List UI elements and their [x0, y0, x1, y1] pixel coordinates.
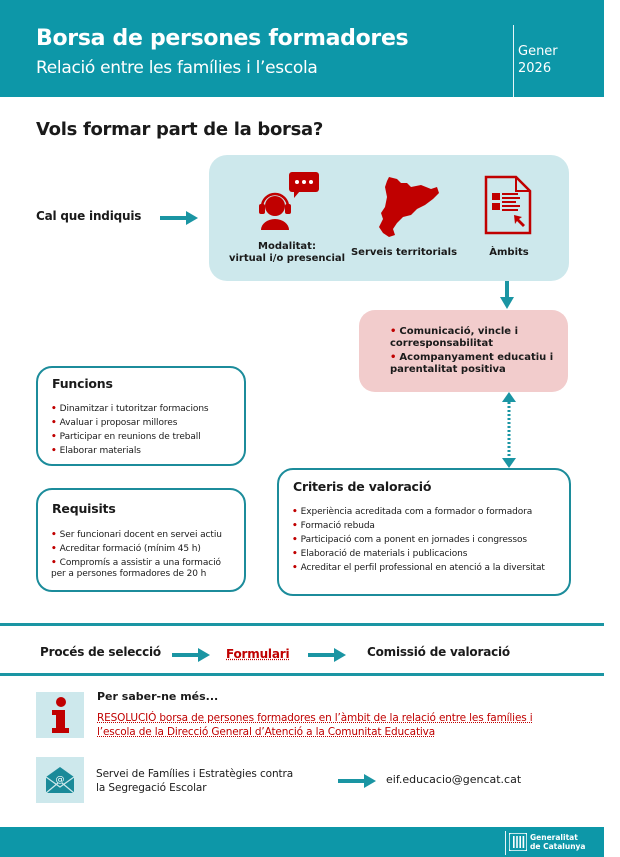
email-icon [36, 757, 84, 803]
resolution-link[interactable]: RESOLUCIÓ borsa de persones formadores en l’àmbit de la relació entre les famílies i l’escola de la Direcció General d’Atenció a la Comunitat Educativa [97, 712, 533, 738]
modalitat-sublabel: virtual i/o presencial [228, 253, 346, 264]
divider-top [0, 623, 604, 626]
process-step-commission: Comissió de valoració [367, 645, 510, 659]
bullet-icon: • [51, 530, 57, 540]
funcio-item [51, 432, 236, 443]
requisit-text: Compromís a assistir a una formació per a persones formadores de 20 h [51, 558, 221, 579]
headset-chat-icon [255, 170, 321, 236]
contact-email[interactable]: eif.educacio@gencat.cat [386, 773, 522, 786]
form-link[interactable]: Formulari [226, 647, 290, 661]
bullet-icon: • [51, 404, 57, 414]
bullet-icon: • [292, 507, 298, 517]
bullet-icon: • [390, 352, 397, 363]
page-title: Borsa de persones formadores [36, 26, 409, 51]
section-question: Vols formar part de la borsa? [36, 119, 324, 140]
arrow-down-icon [500, 281, 514, 309]
criteri-text: Elaboració de materials i publicacions [300, 549, 468, 559]
bullet-icon: • [51, 558, 57, 568]
criteri-item [292, 563, 561, 574]
document-pointer-icon [484, 175, 532, 239]
logo-line2: de Catalunya [530, 842, 586, 851]
requisit-item [51, 530, 236, 541]
criteri-text: Participació com a ponent en jornades i congressos [300, 535, 527, 545]
requisit-item [51, 558, 236, 580]
funcio-text: Avaluar i proposar millores [59, 418, 178, 428]
generalitat-logo-text [530, 833, 585, 851]
arrow-right-icon [338, 774, 376, 788]
service-name [96, 767, 293, 795]
service-name-line2: la Segregació Escolar [96, 782, 207, 794]
divider-bottom [0, 673, 604, 676]
requisit-item [51, 544, 236, 555]
modalitat-label: Modalitat: [258, 241, 316, 252]
ambit-text: Comunicació, vincle i corresponsabilitat [390, 326, 518, 349]
requisit-text: Acreditar formació (mínim 45 h) [59, 544, 201, 554]
bullet-icon: • [51, 418, 57, 428]
header-banner [0, 0, 604, 97]
footer-divider [505, 831, 506, 855]
info-icon [36, 692, 84, 738]
catalonia-map-icon [377, 173, 441, 243]
funcio-text: Elaborar materials [59, 446, 141, 456]
criteri-item [292, 535, 561, 546]
funcio-text: Participar en reunions de treball [59, 432, 201, 442]
indicate-item-modalitat [217, 241, 357, 265]
process-step-selection: Procés de selecció [40, 645, 161, 659]
publication-date [518, 43, 558, 77]
ambit-text: Acompanyament educatiu i parentalitat positiva [390, 352, 554, 375]
funcions-card [36, 366, 246, 466]
arrow-right-icon [160, 211, 198, 225]
criteri-item [292, 521, 561, 532]
criteri-text: Acreditar el perfil professional en atenció a la diversitat [300, 563, 545, 573]
ambit-item [390, 352, 565, 376]
bullet-icon: • [292, 563, 298, 573]
requisits-card [36, 488, 246, 592]
ambits-panel [359, 310, 568, 392]
footer-banner [0, 827, 604, 857]
criteris-title: Criteris de valoració [293, 479, 432, 494]
date-year: 2026 [518, 61, 552, 76]
requisits-title: Requisits [52, 501, 116, 516]
bullet-icon: • [292, 549, 298, 559]
bullet-icon: • [51, 544, 57, 554]
bullet-icon: • [292, 535, 298, 545]
arrow-right-icon [308, 648, 346, 662]
criteri-item [292, 549, 561, 560]
generalitat-logo-icon [509, 833, 527, 855]
indicate-item-ambits [469, 247, 549, 259]
dotted-double-arrow-icon [502, 392, 516, 468]
page-subtitle: Relació entre les famílies i l’escola [36, 58, 318, 78]
serveis-label: Serveis territorials [350, 247, 458, 258]
indicate-item-serveis [349, 247, 459, 259]
bullet-icon: • [51, 446, 57, 456]
funcio-item [51, 446, 236, 457]
bullet-icon: • [292, 521, 298, 531]
funcions-title: Funcions [52, 376, 113, 391]
requisit-text: Ser funcionari docent en servei actiu [59, 530, 222, 540]
funcio-item [51, 418, 236, 429]
service-name-line1: Servei de Famílies i Estratègies contra [96, 768, 294, 780]
ambits-label: Àmbits [489, 247, 529, 258]
bullet-icon: • [390, 326, 397, 337]
arrow-right-icon [172, 648, 210, 662]
funcio-text: Dinamitzar i tutoritzar formacions [59, 404, 209, 414]
criteris-card [277, 468, 571, 596]
logo-line1: Generalitat [530, 833, 578, 842]
ambit-item [390, 326, 565, 350]
indicate-panel [209, 155, 569, 281]
header-divider [513, 25, 514, 97]
criteri-text: Experiència acreditada com a formador o formadora [300, 507, 533, 517]
svg-text:@: @ [55, 775, 65, 785]
bullet-icon: • [51, 432, 57, 442]
funcio-item [51, 404, 236, 415]
indicate-label: Cal que indiquis [36, 209, 142, 223]
criteri-text: Formació rebuda [300, 521, 375, 531]
criteri-item [292, 507, 561, 518]
more-info-title: Per saber-ne més... [97, 690, 219, 703]
date-month: Gener [518, 44, 558, 59]
